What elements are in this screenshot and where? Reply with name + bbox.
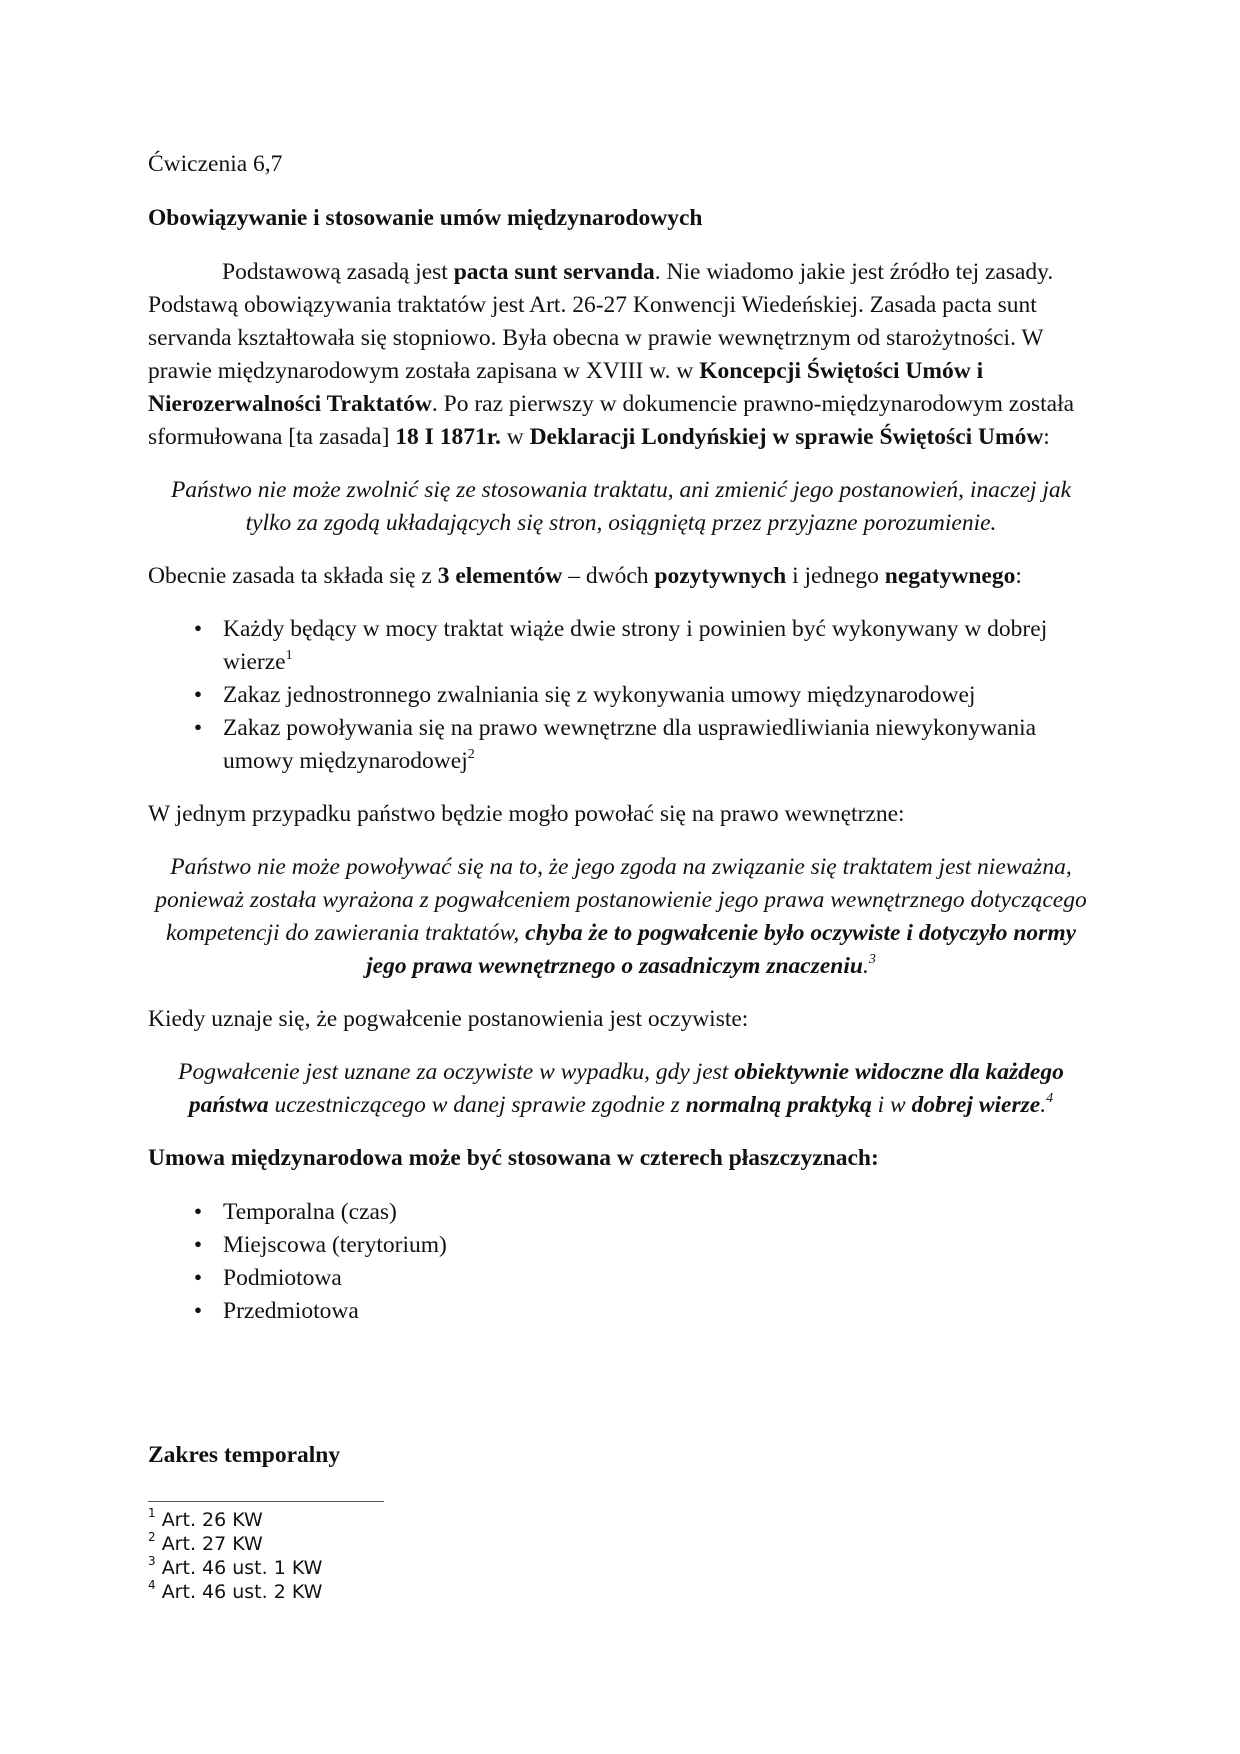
bullet-icon: • xyxy=(193,616,203,642)
footnote-ref[interactable]: 2 xyxy=(467,747,475,763)
term-koncepcja: Koncepcji Świętości Umów i Nierozerwalności Traktatów xyxy=(148,358,984,417)
footnote: $^1$ Art. 26 KW xyxy=(148,1505,263,1531)
list-item: • Podmiotowa xyxy=(148,1262,1094,1295)
exception-paragraph: W jednym przypadku państwo będzie mogło powołać się na prawo wewnętrzne: xyxy=(148,801,905,827)
section-heading: Umowa międzynarodowa może być stosowana w czterech płaszczyznach: xyxy=(148,1145,879,1171)
footnote-ref[interactable]: 4 xyxy=(1046,1091,1054,1107)
list-item: • Każdy będący w mocy traktat wiąże dwie strony i powinien być wykonywany w dobrej wierze$^1$ xyxy=(148,613,1094,679)
footnote-ref[interactable]: 3 xyxy=(868,952,876,968)
course-heading: Ćwiczenia 6,7 xyxy=(148,151,283,177)
elements-list xyxy=(148,613,1094,778)
footnote: $^4$ Art. 46 ust. 2 KW xyxy=(148,1577,323,1603)
quote-art-46-1: Państwo nie może powoływać się na to, że jego zgoda na związanie się traktatem jest nieważna, ponieważ została wyrażona z pogwałceniem postanowienie jego prawa wewnętrznego dotyczącego kompetencji do zawierania traktatów, chyba że to pogwałcenie było oczywiste i dotyczyło normy jego prawa wewnętrznego o zasadniczym znaczeniu.$^3$ xyxy=(155,854,1087,979)
bullet-icon: • xyxy=(193,1232,203,1258)
bullet-icon: • xyxy=(193,1199,203,1225)
list-item: • Zakaz powoływania się na prawo wewnętrzne dla usprawiedliwiania niewykonywania umowy międzynarodowej$^2$ xyxy=(148,712,1094,778)
term-pacta-sunt-servanda: pacta sunt servanda xyxy=(453,259,655,285)
page-title: Obowiązywanie i stosowanie umów międzynarodowych xyxy=(148,205,703,231)
bullet-icon: • xyxy=(193,1265,203,1291)
quote-declaration: Państwo nie może zwolnić się ze stosowania traktatu, ani zmienić jego postanowień, inaczej jak tylko za zgodą układających się stron, osiągniętą przez przyjazne porozumienie. xyxy=(170,477,1072,536)
obvious-paragraph: Kiedy uznaje się, że pogwałcenie postanowienia jest oczywiste: xyxy=(148,1006,749,1032)
term-date: 18 I 1871r. xyxy=(395,424,501,450)
bullet-icon: • xyxy=(193,1298,203,1324)
footnotes xyxy=(148,1505,323,1604)
list-item: • Miejscowa (terytorium) xyxy=(148,1229,1094,1262)
footnote-separator xyxy=(148,1501,384,1502)
footnote-ref[interactable]: 1 xyxy=(285,648,293,664)
term-deklaracja: Deklaracji Londyńskiej w sprawie Świętości Umów xyxy=(529,424,1044,450)
intro-paragraph: Podstawową zasadą jest pacta sunt servanda. Nie wiadomo jakie jest źródło tej zasady. Podstawą obowiązywania traktatów jest Art. 26-27 Konwencji Wiedeńskiej. Zasada pacta sunt servanda kształtowała się stopniowo. Była obecna w prawie wewnętrznym od starożytności. W prawie międzynarodowym została zapisana w XVIII w. w Koncepcji Świętości Umów i Nierozerwalności Traktatów. Po raz pierwszy w dokumencie prawno-międzynarodowym została sformułowana [ta zasada] 18 I 1871r. w Deklaracji Londyńskiej w sprawie Świętości Umów: xyxy=(148,259,1075,450)
list-item: • Zakaz jednostronnego zwalniania się z wykonywania umowy międzynarodowej xyxy=(148,679,1094,712)
subsection-heading: Zakres temporalny xyxy=(148,1442,341,1468)
planes-list xyxy=(148,1196,1094,1328)
bullet-icon: • xyxy=(193,715,203,741)
elements-paragraph: Obecnie zasada ta składa się z 3 elementów – dwóch pozytywnych i jednego negatywnego: xyxy=(148,563,1022,589)
document-page xyxy=(148,148,1094,1328)
list-item: • Przedmiotowa xyxy=(148,1295,1094,1328)
bullet-icon: • xyxy=(193,682,203,708)
footnote: $^2$ Art. 27 KW xyxy=(148,1529,263,1555)
quote-art-46-2: Pogwałcenie jest uznane za oczywiste w wypadku, gdy jest obiektywnie widoczne dla każdego państwa uczestniczącego w danej sprawie zgodnie z normalną praktyką i w dobrej wierze.$^4$ xyxy=(178,1059,1064,1118)
footnote: $^3$ Art. 46 ust. 1 KW xyxy=(148,1553,323,1579)
list-item: • Temporalna (czas) xyxy=(148,1196,1094,1229)
